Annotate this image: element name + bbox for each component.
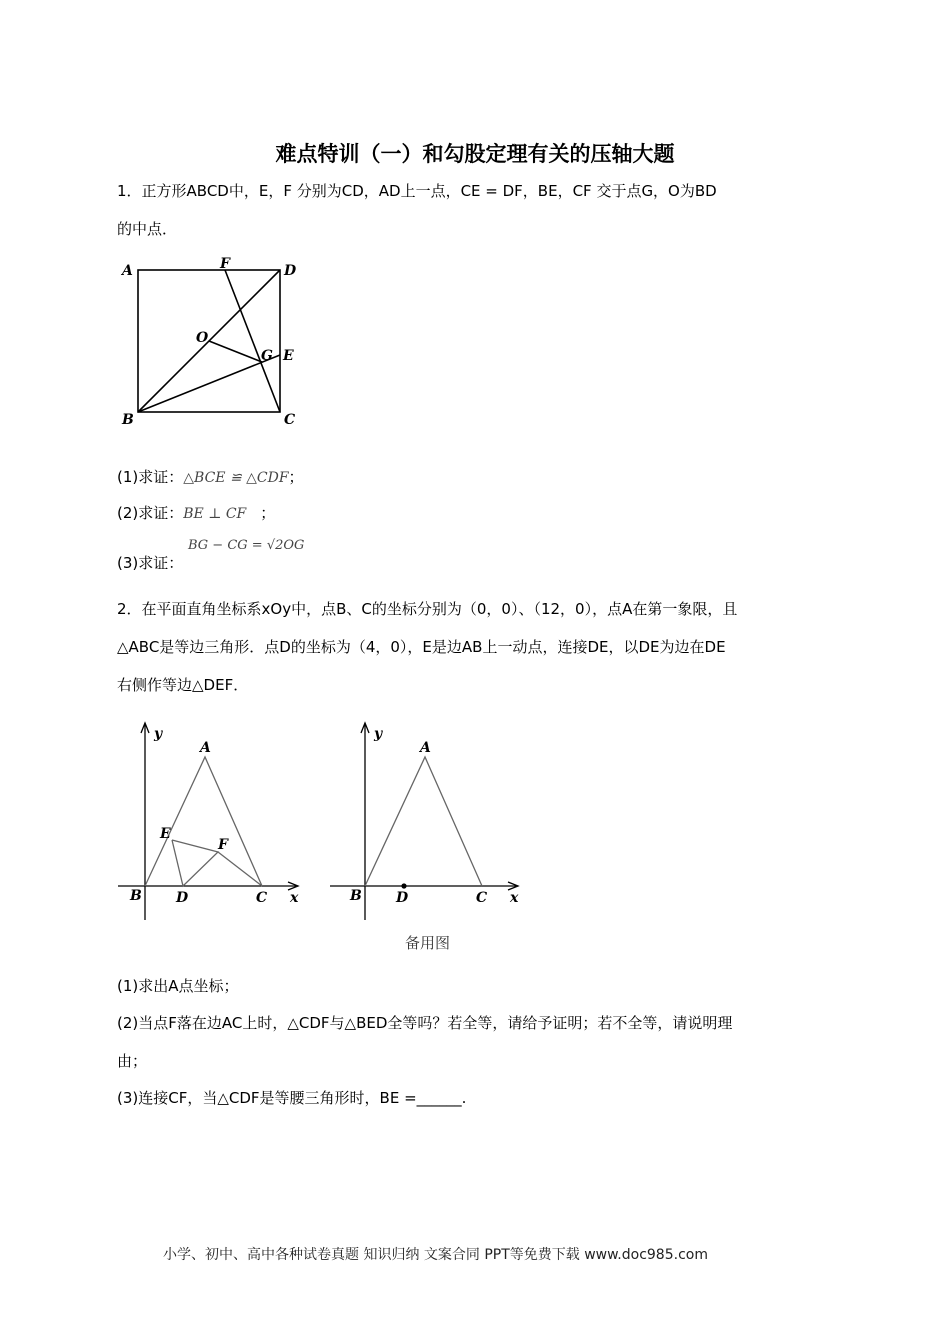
q2-sub2-cont: 由； <box>117 1052 148 1070</box>
page-footer: 小学、初中、高中各种试卷真题 知识归纳 文案合同 PPT等免费下载 www.doc985.com <box>163 1247 708 1263</box>
q2-backup-figure <box>330 723 519 920</box>
y-axis-label: y <box>374 726 383 742</box>
label-G: G <box>261 348 273 364</box>
sub2-suffix: ； <box>260 504 276 522</box>
label-F: F <box>220 256 230 272</box>
sub2-math: BE ⊥ CF <box>183 506 247 522</box>
q2-sub1: (1)求出A点坐标； <box>117 977 239 995</box>
x-axis-label: x <box>290 890 299 906</box>
page-title: 难点特训（一）和勾股定理有关的压轴大题 <box>275 142 675 166</box>
sub1-prefix: (1)求证： <box>117 468 184 486</box>
label-D: D <box>284 263 297 279</box>
label-E: E <box>160 826 171 842</box>
q2-text-line3: 右侧作等边△DEF． <box>117 676 249 694</box>
q1-sub2 <box>117 502 275 523</box>
q2-text-line2: △ABC是等边三角形．点D的坐标为（4，0），E是边AB上一动点，连接DE，以DE为边在DE <box>117 638 726 656</box>
q1-sub3-math: BG − CG = √2OG <box>188 538 305 553</box>
q2-figures <box>0 700 560 970</box>
q1-text-line1: 1．正方形ABCD中，E，F 分别为CD，AD上一点，CE = DF，BE，CF 交于点G，O为BD <box>117 182 717 200</box>
q1-square-figure <box>110 250 310 435</box>
label-A: A <box>122 263 133 279</box>
x-axis-label: x <box>510 890 519 906</box>
label-B: B <box>122 412 134 428</box>
label-F: F <box>218 837 228 853</box>
q1-text-line2: 的中点． <box>117 220 178 238</box>
q2-sub3: (3)连接CF，当△CDF是等腰三角形时，BE =______. <box>117 1089 467 1107</box>
label-B: B <box>130 888 142 904</box>
y-axis-label: y <box>154 726 163 742</box>
label-D: D <box>396 890 409 906</box>
label-O: O <box>196 330 209 346</box>
label-D: D <box>176 890 189 906</box>
label-B: B <box>350 888 362 904</box>
q2-sub2: (2)当点F落在边AC上时，△CDF与△BED全等吗？若全等，请给予证明；若不全等，请说明理 <box>117 1014 733 1032</box>
label-E: E <box>283 348 294 364</box>
label-A: A <box>420 740 431 756</box>
q2-text-line1: 2．在平面直角坐标系xOy中，点B、C的坐标分别为（0，0）、（12，0），点A在第一象限，且 <box>117 600 738 618</box>
sub1-math: △BCE ≌ △CDF <box>183 470 289 486</box>
q2-main-figure <box>118 723 299 920</box>
sub2-prefix: (2)求证： <box>117 504 184 522</box>
label-C: C <box>476 890 488 906</box>
sub1-suffix: ； <box>288 468 304 486</box>
q1-sub1 <box>117 466 304 487</box>
label-C: C <box>284 412 296 428</box>
label-C: C <box>256 890 268 906</box>
backup-figure-caption: 备用图 <box>405 934 451 952</box>
q1-sub3: (3)求证： <box>117 554 184 572</box>
label-A: A <box>200 740 211 756</box>
